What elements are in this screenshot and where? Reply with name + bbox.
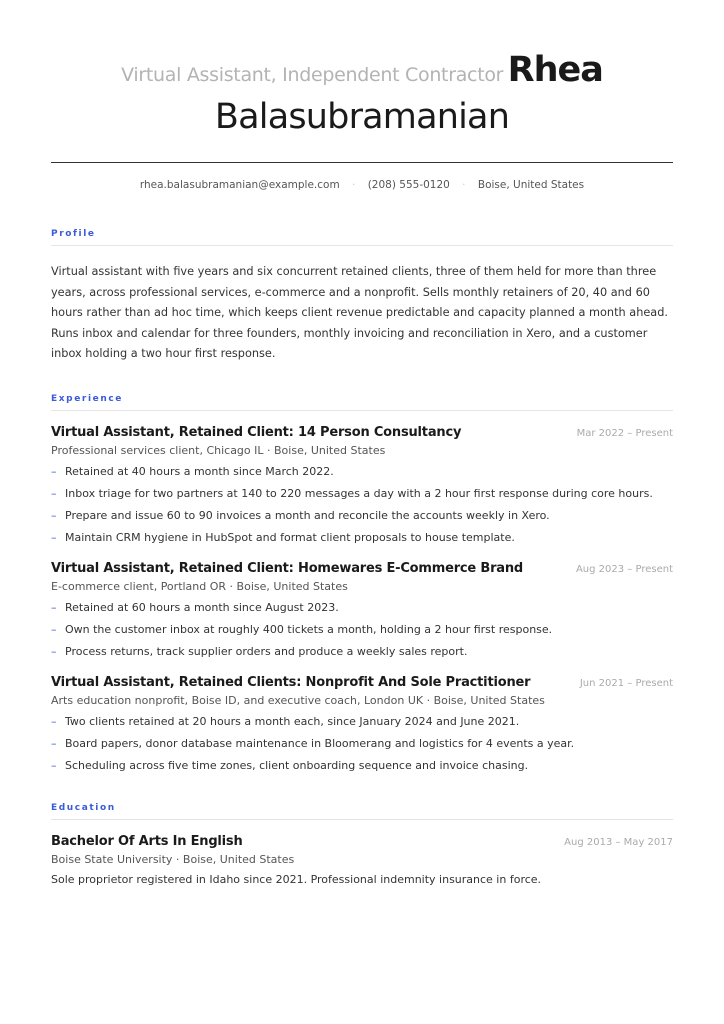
header-divider — [51, 162, 673, 163]
section-divider — [51, 245, 673, 246]
bullet-item — [51, 505, 673, 527]
education-header — [51, 834, 673, 849]
bullet-text: Retained at 60 hours a month since August 2023. — [65, 600, 339, 614]
education-dates: Aug 2013 – May 2017 — [564, 836, 673, 848]
bullet-text: Retained at 40 hours a month since March 2022. — [65, 464, 334, 478]
dash-marker: – — [51, 600, 57, 614]
bullet-text: Two clients retained at 20 hours a month each, since January 2024 and June 2021. — [65, 714, 520, 728]
job-subtitle: E-commerce client, Portland OR · Boise, United States — [51, 579, 348, 593]
bullet-item — [51, 733, 673, 755]
bullet-item — [51, 597, 673, 619]
degree-title: Bachelor Of Arts In English — [51, 833, 243, 849]
job-entry — [51, 675, 673, 777]
job-bullets — [51, 461, 673, 549]
job-title: Virtual Assistant, Retained Client: Homewares E-Commerce Brand — [51, 560, 524, 576]
education-note: Sole proprietor registered in Idaho since 2021. Professional indemnity insurance in force. — [51, 872, 542, 886]
bullet-item — [51, 711, 673, 733]
dash-marker: – — [51, 736, 57, 750]
section-divider — [51, 819, 673, 820]
experience-heading: Experience — [51, 393, 123, 404]
contact-line — [51, 179, 673, 191]
job-dates: Jun 2021 – Present — [579, 677, 673, 689]
education-entry — [51, 834, 673, 886]
bullet-text: Process returns, track supplier orders and produce a weekly sales report. — [65, 644, 468, 658]
resume-header — [51, 0, 673, 137]
education-section — [51, 803, 673, 886]
school-line: Boise State University · Boise, United States — [51, 852, 295, 866]
bullet-item — [51, 527, 673, 549]
dash-marker: – — [51, 758, 57, 772]
job-subtitle: Arts education nonprofit, Boise ID, and executive coach, London UK · Boise, United States — [51, 693, 545, 707]
bullet-text: Prepare and issue 60 to 90 invoices a month and reconcile the accounts weekly in Xero. — [65, 508, 550, 522]
job-entry — [51, 561, 673, 663]
dash-marker: – — [51, 714, 57, 728]
bullet-text: Own the customer inbox at roughly 400 tickets a month, holding a 2 hour first response. — [65, 622, 553, 636]
bullet-item — [51, 755, 673, 777]
bullet-text: Scheduling across five time zones, client onboarding sequence and invoice chasing. — [65, 758, 529, 772]
dash-marker: – — [51, 530, 57, 544]
bullet-item — [51, 461, 673, 483]
job-header — [51, 561, 673, 576]
job-dates: Mar 2022 – Present — [576, 427, 673, 439]
dash-marker: – — [51, 486, 57, 500]
dash-marker: – — [51, 464, 57, 478]
contact-location: Boise, United States — [477, 179, 585, 191]
job-bullets — [51, 711, 673, 777]
job-title: Virtual Assistant, Retained Clients: Nonprofit And Sole Practitioner — [51, 674, 531, 690]
headline-role: Virtual Assistant, Independent Contractor — [121, 64, 504, 86]
bullet-item — [51, 641, 673, 663]
contact-separator: · — [352, 179, 356, 191]
bullet-text: Maintain CRM hygiene in HubSpot and format client proposals to house template. — [65, 530, 515, 544]
contact-separator: · — [462, 179, 466, 191]
job-entry — [51, 425, 673, 549]
profile-text: Virtual assistant with five years and six concurrent retained clients, three of them held for more than three years, across professional services, e-commerce and a nonprofit. Sells monthly retainers of 20, 40 and 60 hours rather than ad hoc time, which keeps client revenue predictable and capacity planned a month ahead. Runs inbox and calendar for three founders, monthly invoicing and reconciliation in Xero, and a customer inbox holding a two hour first response. — [51, 265, 668, 361]
bullet-text: Inbox triage for two partners at 140 to 220 messages a day with a 2 hour first response during core hours. — [65, 486, 653, 500]
dash-marker: – — [51, 508, 57, 522]
job-title: Virtual Assistant, Retained Client: 14 Person Consultancy — [51, 424, 462, 440]
job-subtitle: Professional services client, Chicago IL · Boise, United States — [51, 443, 386, 457]
contact-phone[interactable]: (208) 555-0120 — [367, 179, 450, 191]
bullet-item — [51, 483, 673, 505]
experience-section — [51, 394, 673, 777]
job-header — [51, 675, 673, 690]
contact-email[interactable]: rhea.balasubramanian@example.com — [139, 179, 340, 191]
bullet-text: Board papers, donor database maintenance in Bloomerang and logistics for 4 events a year. — [65, 736, 575, 750]
dash-marker: – — [51, 644, 57, 658]
section-divider — [51, 410, 673, 411]
profile-section — [51, 229, 673, 365]
education-heading: Education — [51, 802, 116, 813]
last-name: Balasubramanian — [214, 97, 510, 137]
bullet-item — [51, 619, 673, 641]
dash-marker: – — [51, 622, 57, 636]
first-name: Rhea — [507, 50, 603, 90]
job-dates: Aug 2023 – Present — [575, 563, 673, 575]
profile-heading: Profile — [51, 229, 96, 239]
job-header — [51, 425, 673, 440]
job-bullets — [51, 597, 673, 663]
name-line — [51, 50, 673, 97]
